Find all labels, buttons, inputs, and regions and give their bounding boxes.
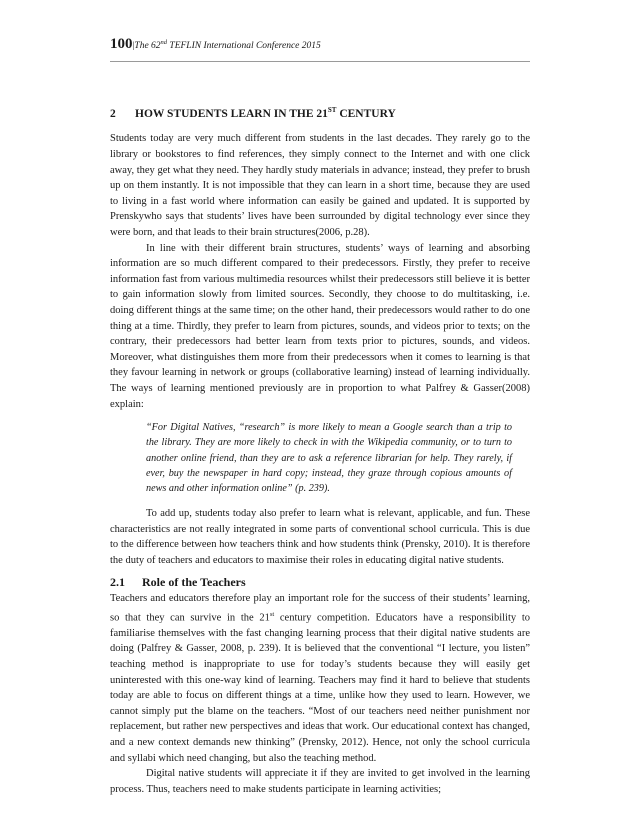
header-separator: | [132, 41, 135, 51]
paragraph: Digital native students will appreciate it if they are invited to get involved in the learning process. Thus, teachers need to make students participate in learning activities; [110, 768, 530, 795]
paragraph: To add up, students today also prefer to learn what is relevant, applicable, and fun. These characteristics are not really integrated in some parts of conventional school curricula. This is due to the difference between how teachers think and how students think (Prensky, 2010). It is therefore the duty of teachers and educators to maximise their roles in educating digital native students. [110, 508, 530, 566]
conference-title: The 62nd TEFLIN International Conference 2015 [134, 38, 321, 51]
paragraph: Students today are very much different from students in the last decades. They rarely go to the library or bookstores to find references, they simply connect to the Internet and with one click away, they get what they need. They hardly study materials in advance; instead, they prefer to brush up on them instantly. It is not impossible that they can learn in a short time, because they are used to living in a fast world where information can easily be gained and updated. It is supported by Prenskywho says that students’ lives have been surrounded by digital technology ever since they were born, and that leads to their brain structures(2006, p.28). [110, 133, 530, 238]
section-number: 2.1 [110, 574, 125, 589]
section-2-heading: 2 HOW STUDENTS LEARN IN THE 21ST CENTURY [110, 103, 530, 122]
page-body [110, 103, 530, 797]
paragraph: Teachers and educators therefore play an important role for the success of their students’ learning, so that they can survive in the 21st century competition. Educators have a responsibility to familiarise themselves with the fast changing learning process that their digital native students are doing (Palfrey & Gasser, 2008, p. 239). It is believed that the conventional “I lecture, you listen” teaching method is inappropriate to use for today’s students because they will easily get uninterested with this one-way kind of learning. Teachers may find it hard to believe that students today are able to focus on different things at a time, unlike how they used to learn. However, we cannot simply put the blame on the teachers. “Most of our teachers need neither punishment nor replacement, but rather new perspectives and ideas that work. Our educational context has changed, and a new context demands new thinking” (Prensky, 2012). Hence, not only the school curricula and syllabi which need changing, but also the teaching method. [110, 593, 530, 764]
block-quote: “For Digital Natives, “research” is more likely to mean a Google search than a trip to the library. They are more likely to check in with the Wikipedia community, or to turn to another online friend, than they are to ask a reference librarian for help. They rarely, if ever, buy the newspaper in hard copy; instead, they graze through copious amounts of news and other information online” (p. 239). [146, 422, 512, 494]
paragraph: In line with their different brain structures, students’ ways of learning and absorbing information are so much different compared to their predecessors. Firstly, they prefer to receive information fast from various multimedia resources whilst their predecessors still believe it is better to gain information slowly from limited sources. Secondly, they choose to do multitasking, i.e. doing different things at the same time; on the other hand, their predecessors would rather to do one thing at a time. Thirdly, they prefer to learn from pictures, sounds, and videos prior to texts; on the contrary, their predecessors had better learn from texts prior to pictures, sounds, and videos. Moreover, what distinguishes them more from their predecessors when it comes to learning is that they favour learning in network or groups (collaborative learning) instead of learning individually. The ways of learning mentioned previously are in proportion to what Palfrey & Gasser(2008) explain: [110, 242, 530, 410]
section-2-1-heading: 2.1 Role of the Teachers [110, 574, 246, 589]
page-number: 100 [110, 36, 133, 52]
running-header [110, 36, 530, 53]
header-rule [110, 61, 530, 62]
section-number: 2 [110, 107, 116, 120]
